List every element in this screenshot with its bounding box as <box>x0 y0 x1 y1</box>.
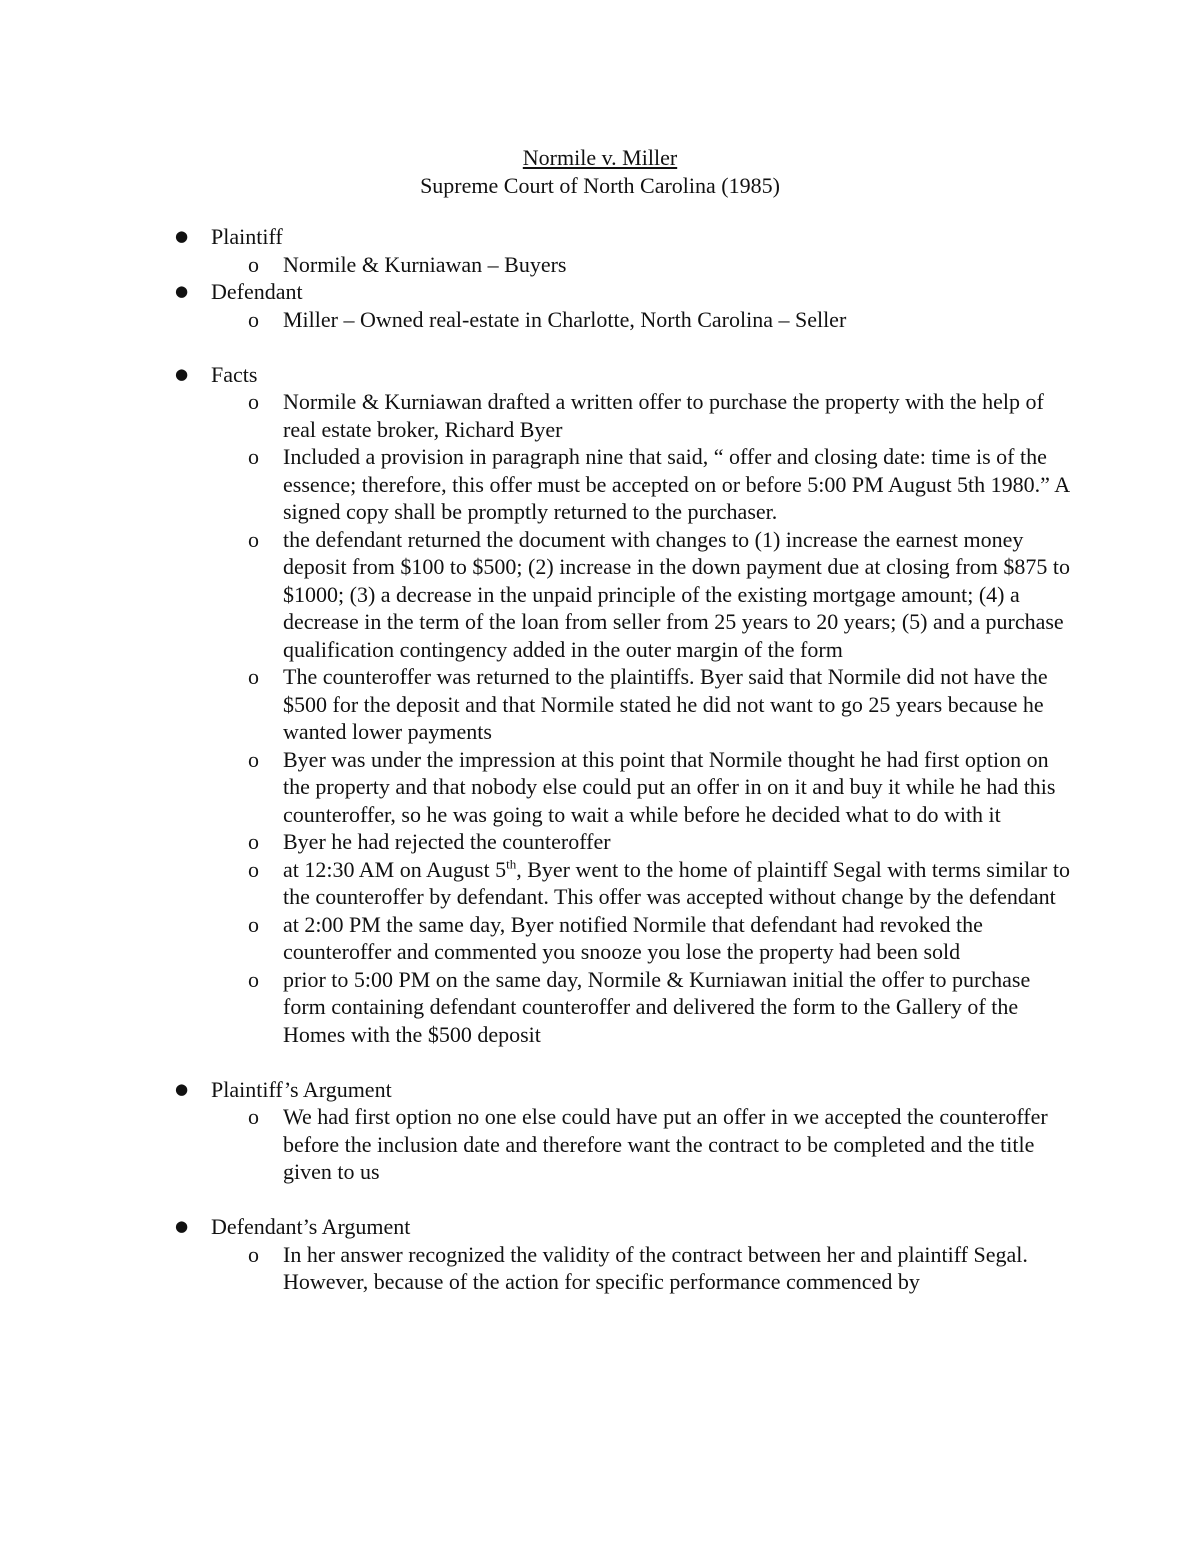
sub-item <box>0 526 1073 664</box>
sub-bullet-icon: o <box>248 911 259 937</box>
bullet-icon: ● <box>175 282 189 300</box>
sub-item <box>0 1103 1073 1186</box>
sub-item <box>0 746 1073 829</box>
sub-item-text: The counteroffer was returned to the plaintiffs. Byer said that Normile did not have the $500 for the deposit and that Normile stated he did not want to go 25 years because he wanted lower payments <box>283 664 1048 744</box>
sub-item <box>0 443 1073 526</box>
ordinal-superscript: th <box>506 856 517 872</box>
sub-bullet-icon: o <box>248 306 259 332</box>
sub-item-text: Normile & Kurniawan – Buyers <box>283 251 567 277</box>
sub-bullet-icon: o <box>248 444 259 469</box>
sub-item-text: Normile & Kurniawan drafted a written offer to purchase the property with the help of real estate broker, Richard Byer <box>283 389 1044 442</box>
sub-item-text: Byer he had rejected the counteroffer <box>283 829 611 854</box>
bullet-icon: ● <box>175 1217 189 1235</box>
bullet-icon: ● <box>175 227 189 245</box>
sub-item-text: Included a provision in paragraph nine that said, “ offer and closing date: time is of the essence; therefore, this offer must be accepted on or before 5:00 PM August 5th 1980.” A signed copy shall be promptly returned to the purchaser. <box>283 444 1069 524</box>
section-plaintiff <box>0 223 1200 278</box>
sub-item <box>0 828 1073 856</box>
section-plaintiff-argument <box>0 1076 1200 1186</box>
sub-item-text: at 2:00 PM the same day, Byer notified Normile that defendant had revoked the counteroffer and commented you snooze you lose the property had been sold <box>283 911 983 964</box>
bullet-icon: ● <box>175 1079 189 1098</box>
section-facts <box>0 361 1200 1049</box>
sub-bullet-icon: o <box>248 829 259 854</box>
sub-item-text: We had first option no one else could have put an offer in we accepted the counteroffer before the inclusion date and therefore want the contract to be completed and the title given to us <box>283 1104 1048 1184</box>
bullet-item <box>0 1213 1200 1241</box>
sub-bullet-icon: o <box>248 966 259 992</box>
sub-item <box>0 388 1073 443</box>
sub-item <box>0 1241 1073 1296</box>
sub-bullet-icon: o <box>248 1104 259 1129</box>
sub-bullet-icon: o <box>248 526 259 552</box>
court-name: Supreme Court of North Carolina (1985) <box>420 172 780 198</box>
sub-item <box>0 663 1073 746</box>
document-header <box>0 144 1200 199</box>
sub-item-text: Miller – Owned real-estate in Charlotte, North Carolina – Seller <box>283 306 847 332</box>
sub-item <box>0 251 1073 279</box>
section-label: Plaintiff <box>211 224 283 249</box>
sub-item-text-continued: , Byer went to the home of plaintiff Segal with terms similar to the counteroffer by defendant. This offer was accepted without change by the defendant <box>283 856 1070 909</box>
document-body <box>0 223 1200 1296</box>
bullet-icon: ● <box>175 364 189 383</box>
sub-item <box>0 911 1073 966</box>
sub-item-text: the defendant returned the document with changes to (1) increase the earnest money deposit from $100 to $500; (2) increase in the down payment due at closing from $875 to $1000; (3) a decrease in the unpaid principle of the existing mortgage amount; (4) a decrease in the term of the loan from seller from 25 years to 20 years; (5) and a purchase qualification contingency added in the outer margin of the form <box>283 526 1070 662</box>
section-label: Plaintiff’s Argument <box>211 1076 392 1102</box>
bullet-item <box>0 278 1200 306</box>
sub-item <box>0 306 1073 334</box>
sub-bullet-icon: o <box>248 746 259 772</box>
sub-bullet-icon: o <box>248 664 259 689</box>
case-title: Normile v. Miller <box>522 145 678 170</box>
section-label: Defendant <box>211 279 303 304</box>
sub-bullet-icon: o <box>248 389 259 414</box>
sub-item-text: at 12:30 AM on August 5 <box>283 856 507 882</box>
sub-item <box>0 966 1073 1049</box>
sub-item-text: Byer was under the impression at this point that Normile thought he had first option on the property and that nobody else could put an offer in on it and buy it while he had this counteroffer, so he was going to wait a while before he decided what to do with it <box>283 746 1056 827</box>
bullet-item <box>0 223 1200 251</box>
sub-item-text: In her answer recognized the validity of the contract between her and plaintiff Segal. However, because of the action for specific performance commenced by <box>283 1241 1028 1294</box>
sub-item-text: prior to 5:00 PM on the same day, Normile & Kurniawan initial the offer to purchase form containing defendant counteroffer and delivered the form to the Gallery of the Homes with the $500 deposit <box>283 966 1031 1047</box>
sub-bullet-icon: o <box>248 856 259 882</box>
sub-bullet-icon: o <box>248 251 259 277</box>
sub-bullet-icon: o <box>248 1241 259 1267</box>
section-defendant <box>0 278 1200 333</box>
section-label: Facts <box>211 361 258 387</box>
bullet-item <box>0 1076 1200 1104</box>
bullet-item <box>0 361 1200 389</box>
section-defendant-argument <box>0 1213 1200 1296</box>
section-label: Defendant’s Argument <box>211 1214 411 1239</box>
sub-item <box>0 856 1073 911</box>
